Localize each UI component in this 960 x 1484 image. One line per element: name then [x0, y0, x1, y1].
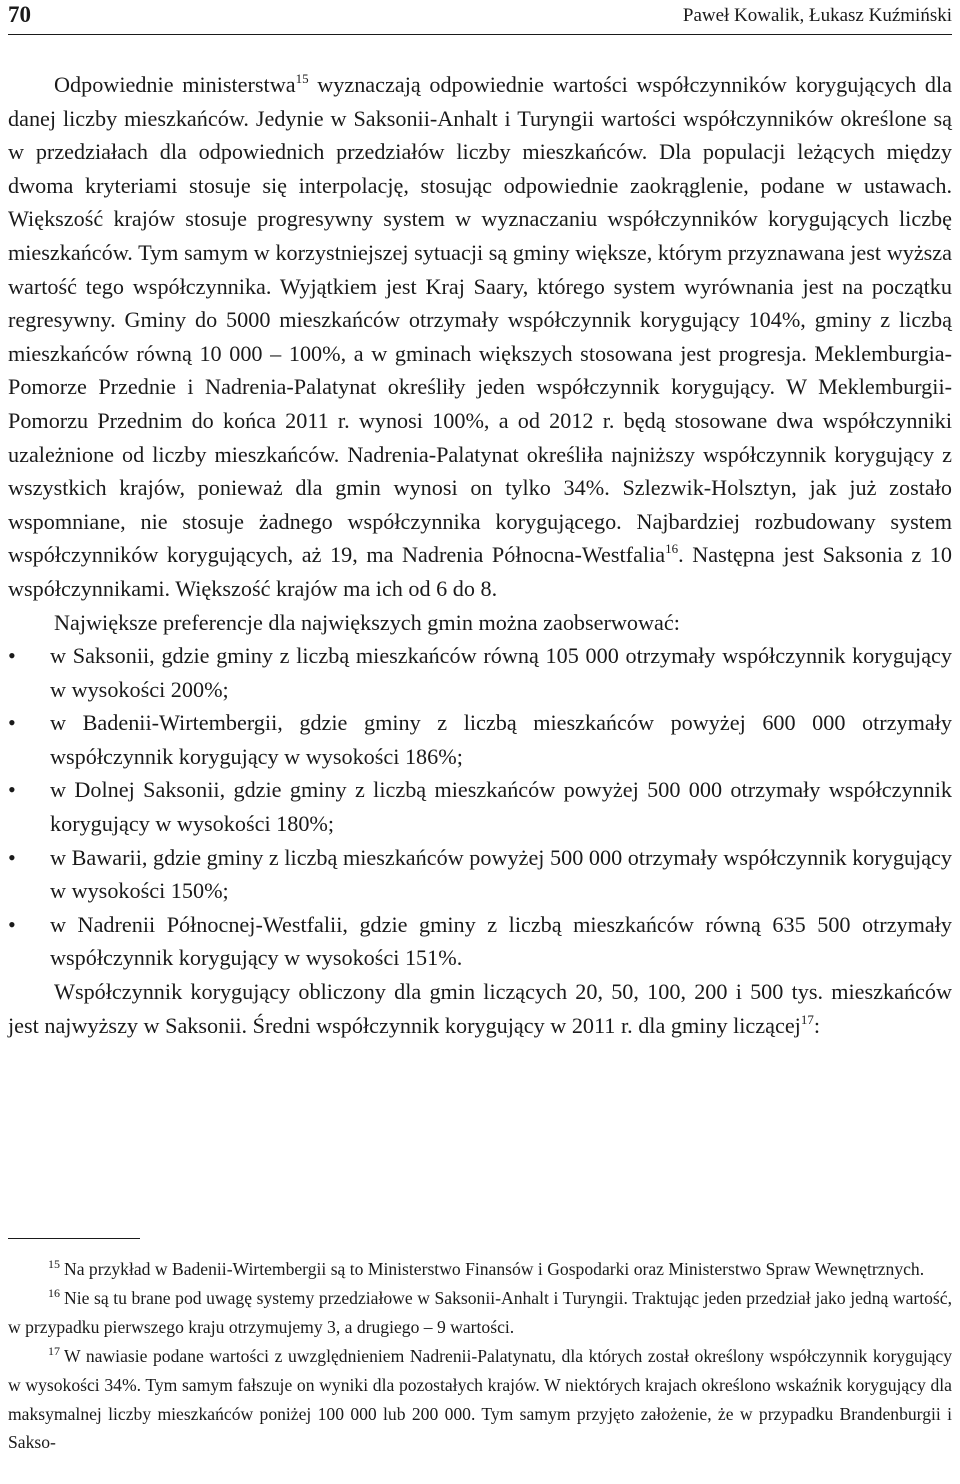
- paragraph-1-text-b: wyznaczają odpowiednie wartości współczynników korygujących dla danej liczby mieszkańców. Jedynie w Saksonii-Anhalt i Turyngii wartości współczynników określone są w przedziałach dla odpowiednich przedziałów liczby mieszkańców. Dla populacji leżących między dwoma kryteriami stosuje się interpolację, stosując odpowiednie zaokrąglenie, podane w ustawach. Większość krajów stosuje progresywny system w wyznaczaniu współczynników korygujących liczbę mieszkańców. Tym samym w korzystniejszej sytuacji są gminy większe, którym przyznawana jest wyższa wartość tego współczynnika. Wyjątkiem jest Kraj Saary, którego system wyrównania jest na początku regresywny. Gminy do 5000 mieszkańców otrzymały współczynnik korygujący 104%, gminy z liczbą mieszkańców równą 10 000 – 100%, a w gminach większych stosowana jest progresja. Meklemburgia-Pomorze Przednie i Nadrenia-Palatynat określiły jeden współczynnik korygujący. W Meklemburgii-Pomorzu Przednim do końca 2011 r. wynosi 100%, a od 2012 r. będą stosowane dwa współczynniki uzależnione od liczby mieszkańców. Nadrenia-Palatynat określiła najniższy współczynnik korygujący z wszystkich krajów, ponieważ dla gmin wynosi on tylko 34%. Szlezwik-Holsztyn, jak już zostało wspomniane, nie stosuje żadnego współczynnika korygującego. Najbardziej rozbudowany system współczynników korygujących, aż 19, ma Nadrenia Północna-Westfalia: [8, 72, 952, 568]
- running-head-authors: Paweł Kowalik, Łukasz Kuźmiński: [682, 5, 952, 26]
- paragraph-3-text-a: Współczynnik korygujący obliczony dla gmin liczących 20, 50, 100, 200 i 500 tys. mieszkańców jest najwyższy w Saksonii. Średni współczynnik korygujący w 2011 r. dla gminy liczącej: [8, 979, 952, 1038]
- list-item-text: w Saksonii, gdzie gminy z liczbą mieszkańców równą 105 000 otrzymały współczynnik korygujący w wysokości 200%;: [50, 643, 952, 702]
- footnote-text: Na przykład w Badenii-Wirtembergii są to Ministerstwo Finansów i Gospodarki oraz Ministerstwo Spraw Wewnętrznych.: [64, 1259, 925, 1279]
- list-item: [8, 639, 952, 706]
- list-item: [8, 841, 952, 908]
- list-item-text: w Badenii-Wirtembergii, gdzie gminy z liczbą mieszkańców powyżej 600 000 otrzymały współczynnik korygujący w wysokości 186%;: [50, 710, 952, 769]
- list-item: [8, 706, 952, 773]
- footnote-17: [8, 1342, 952, 1458]
- footnote-text: W nawiasie podane wartości z uwzględnieniem Nadrenii-Palatynatu, dla których został określony współczynnik korygujący w wysokości 34%. Tym samym fałszuje on wyniki dla pozostałych krajów. W niektórych krajach określono wskaźnik korygujący dla maksymalnej liczby mieszkańców poniżej 100 000 lub 200 000. Tym samym przyjęto założenie, że w przypadku Brandenburgii i Sakso-: [8, 1345, 952, 1453]
- footnotes: [8, 1255, 952, 1457]
- footnote-15: [8, 1255, 952, 1284]
- preferences-list: [8, 639, 952, 975]
- paragraph-1: [8, 68, 952, 606]
- list-item-text: w Dolnej Saksonii, gdzie gminy z liczbą mieszkańców powyżej 500 000 otrzymały współczynnik korygujący w wysokości 180%;: [50, 777, 952, 837]
- bullet-icon: •: [8, 911, 16, 937]
- list-item: [8, 908, 952, 975]
- footnote-16: [8, 1284, 952, 1342]
- main-text: [8, 68, 952, 1042]
- bullet-icon: •: [8, 710, 16, 736]
- paragraph-1-text-a: Odpowiednie ministerstwa: [54, 72, 296, 97]
- paragraph-3-text-b: :: [813, 1012, 821, 1038]
- footnote-text: Nie są tu brane pod uwagę systemy przedziałowe w Saksonii-Anhalt i Turyngii. Traktując jeden przedział jako jedną wartość, w przypadku pierwszego kraju otrzymujemy 3, a drugiego – 9 wartości.: [8, 1287, 952, 1337]
- paragraph-3: [8, 975, 952, 1042]
- paragraph-1-text-c: . Następna jest Saksonia z 10 współczynnikami. Większość krajów ma ich od 6 do 8.: [8, 542, 952, 601]
- list-item-text: w Nadrenii Północnej-Westfalii, gdzie gminy z liczbą mieszkańców równą 635 500 otrzymały współczynnik korygujący w wysokości 151%.: [50, 911, 952, 971]
- list-item: [8, 773, 952, 840]
- footnote-number: 16: [48, 1285, 60, 1300]
- bullet-icon: •: [8, 777, 16, 803]
- bullet-icon: •: [8, 643, 16, 669]
- footnote-ref-17[interactable]: 17: [800, 1011, 814, 1027]
- bullet-icon: •: [8, 844, 16, 870]
- footnote-ref-16[interactable]: 16: [665, 541, 679, 557]
- footnote-number: 17: [48, 1343, 60, 1358]
- footnote-number: 15: [48, 1257, 60, 1271]
- footnote-divider: [8, 1238, 140, 1239]
- page-number: 70: [8, 2, 31, 27]
- list-item-text: w Bawarii, gdzie gminy z liczbą mieszkańców powyżej 500 000 otrzymały współczynnik korygujący w wysokości 150%;: [50, 844, 952, 904]
- paragraph-2: Największe preferencje dla największych gmin można zaobserwować:: [54, 609, 680, 635]
- running-header: [8, 0, 952, 35]
- footnote-ref-15[interactable]: 15: [295, 71, 309, 86]
